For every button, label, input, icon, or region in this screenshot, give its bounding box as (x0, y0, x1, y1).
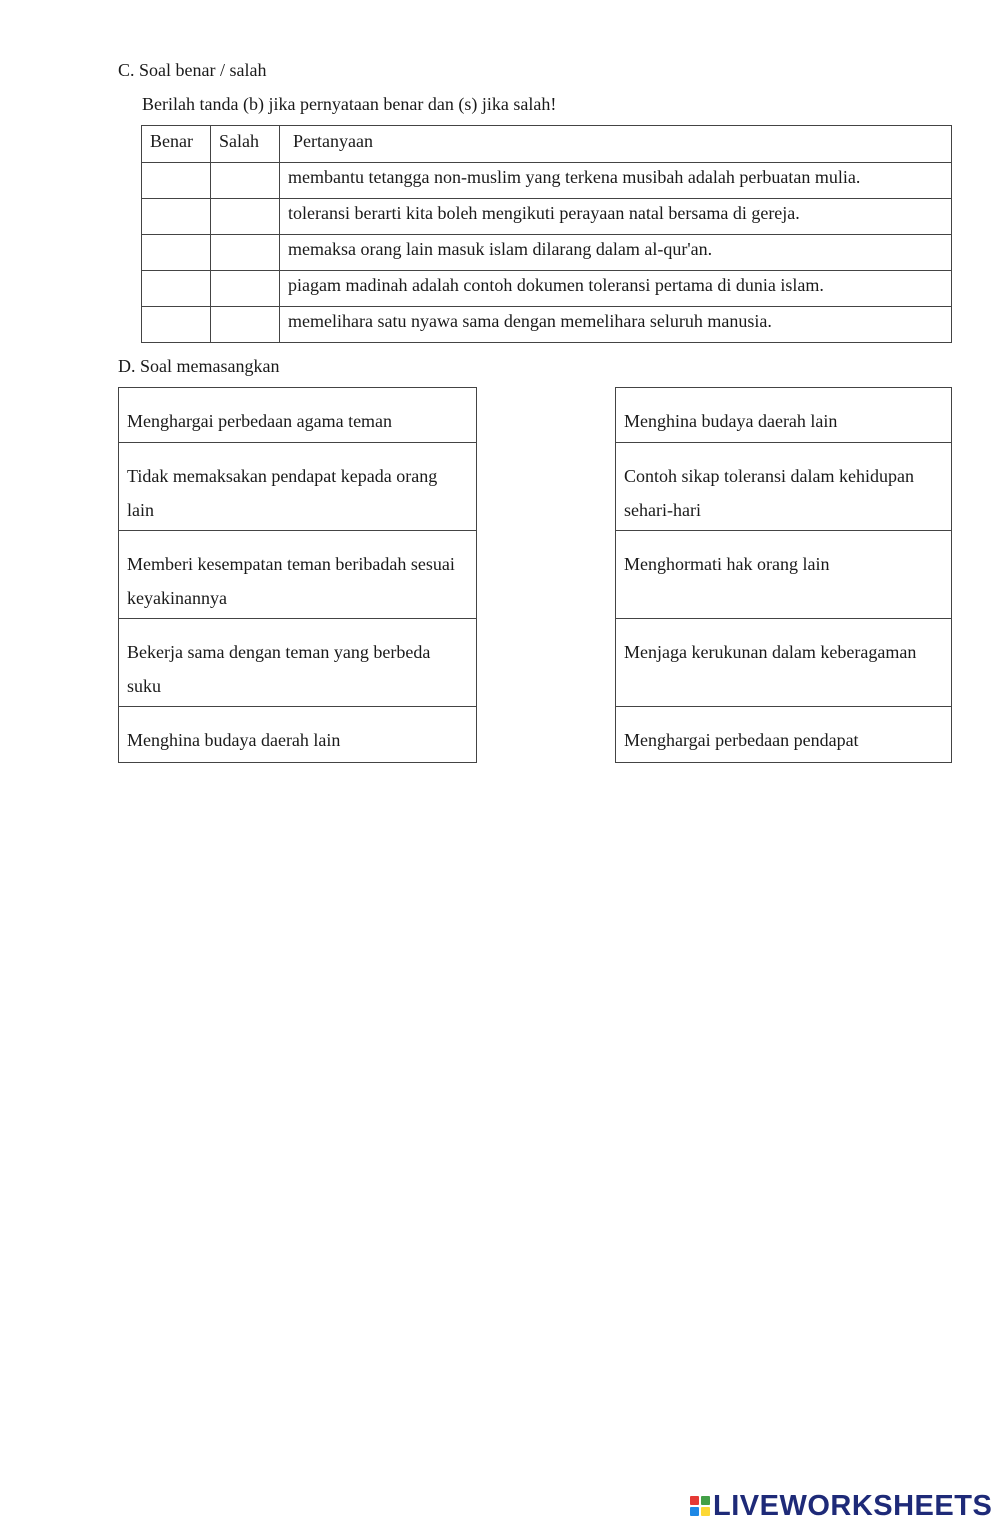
matching-left-item[interactable]: Bekerja sama dengan teman yang berbeda suku (119, 619, 476, 707)
matching-left-column (118, 387, 477, 763)
liveworksheets-logo-text: LIVEWORKSHEETS (713, 1489, 993, 1522)
salah-answer-cell[interactable] (211, 235, 280, 271)
column-header-salah: Salah (211, 126, 280, 163)
logo-square-green (701, 1496, 710, 1505)
section-c-heading: C. Soal benar / salah (118, 60, 267, 80)
logo-square-blue (690, 1507, 699, 1516)
table-row (142, 271, 952, 307)
statement-cell: memelihara satu nyawa sama dengan memelihara seluruh manusia. (280, 307, 952, 343)
table-row (142, 307, 952, 343)
matching-left-item[interactable]: Memberi kesempatan teman beribadah sesuai keyakinannya (119, 531, 476, 619)
statement-cell: toleransi berarti kita boleh mengikuti perayaan natal bersama di gereja. (280, 199, 952, 235)
table-header-row (142, 126, 952, 163)
statement-cell: membantu tetangga non-muslim yang terkena musibah adalah perbuatan mulia. (280, 163, 952, 199)
column-header-benar: Benar (142, 126, 211, 163)
table-row (142, 163, 952, 199)
salah-answer-cell[interactable] (211, 199, 280, 235)
matching-right-column (615, 387, 952, 763)
statement-cell: memaksa orang lain masuk islam dilarang dalam al-qur'an. (280, 235, 952, 271)
salah-answer-cell[interactable] (211, 163, 280, 199)
benar-answer-cell[interactable] (142, 235, 211, 271)
section-c-instruction: Berilah tanda (b) jika pernyataan benar dan (s) jika salah! (142, 94, 557, 114)
true-false-table (141, 125, 952, 343)
benar-answer-cell[interactable] (142, 307, 211, 343)
benar-answer-cell[interactable] (142, 163, 211, 199)
table-row (142, 199, 952, 235)
salah-answer-cell[interactable] (211, 307, 280, 343)
section-d-heading: D. Soal memasangkan (118, 356, 280, 376)
liveworksheets-logo-icon (690, 1496, 710, 1516)
matching-right-item[interactable]: Menjaga kerukunan dalam keberagaman (616, 619, 951, 707)
matching-left-item[interactable]: Menghargai perbedaan agama teman (119, 388, 476, 443)
salah-answer-cell[interactable] (211, 271, 280, 307)
matching-right-item[interactable]: Menghargai perbedaan pendapat (624, 730, 859, 750)
table-row (142, 235, 952, 271)
matching-right-item[interactable]: Contoh sikap toleransi dalam kehidupan sehari-hari (616, 443, 951, 531)
logo-square-red (690, 1496, 699, 1505)
liveworksheets-logo (690, 1489, 992, 1523)
benar-answer-cell[interactable] (142, 271, 211, 307)
column-header-pertanyaan: Pertanyaan (280, 126, 952, 163)
matching-right-item[interactable]: Menghina budaya daerah lain (616, 388, 951, 443)
statement-cell: piagam madinah adalah contoh dokumen toleransi pertama di dunia islam. (280, 271, 952, 307)
logo-square-yellow (701, 1507, 710, 1516)
matching-left-item[interactable]: Tidak memaksakan pendapat kepada orang lain (119, 443, 476, 531)
matching-right-item[interactable]: Menghormati hak orang lain (616, 531, 951, 619)
matching-left-item[interactable]: Menghina budaya daerah lain (127, 730, 341, 750)
benar-answer-cell[interactable] (142, 199, 211, 235)
